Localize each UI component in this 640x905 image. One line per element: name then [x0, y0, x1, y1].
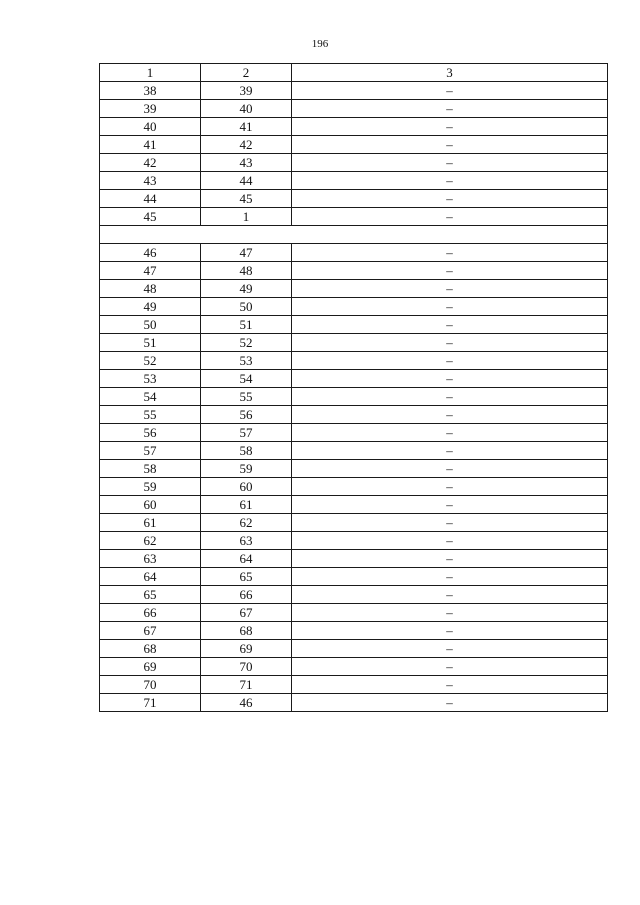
table-cell-col-1: 51 — [100, 334, 201, 352]
table-row — [100, 82, 608, 100]
table-row — [100, 352, 608, 370]
table-cell-col-2: 67 — [201, 604, 292, 622]
table-row — [100, 136, 608, 154]
table-row — [100, 532, 608, 550]
table-cell-col-1: 68 — [100, 640, 201, 658]
table-cell-col-1: 53 — [100, 370, 201, 388]
table-cell-col-1: 47 — [100, 262, 201, 280]
table-cell-col-3: – — [292, 424, 608, 442]
table-cell-col-1: 40 — [100, 118, 201, 136]
table-row — [100, 316, 608, 334]
table-cell-col-3: – — [292, 532, 608, 550]
table-cell-col-1: 66 — [100, 604, 201, 622]
table-cell-col-3: – — [292, 478, 608, 496]
table-row — [100, 388, 608, 406]
table-cell-col-1: 61 — [100, 514, 201, 532]
table-row — [100, 118, 608, 136]
table-cell-col-3: – — [292, 694, 608, 712]
table-cell-col-2: 43 — [201, 154, 292, 172]
table-cell-col-3: – — [292, 442, 608, 460]
table-row — [100, 172, 608, 190]
table-cell-col-3: – — [292, 172, 608, 190]
table-cell-col-1: 45 — [100, 208, 201, 226]
table-cell-col-2: 49 — [201, 280, 292, 298]
table-row — [100, 154, 608, 172]
table-row — [100, 550, 608, 568]
section-divider-row — [100, 226, 608, 244]
table-cell-col-3: – — [292, 640, 608, 658]
table-row — [100, 100, 608, 118]
table-row — [100, 694, 608, 712]
table-cell-col-1: 43 — [100, 172, 201, 190]
table-cell-col-1: 64 — [100, 568, 201, 586]
table-cell-col-2: 53 — [201, 352, 292, 370]
table-cell-col-3: – — [292, 244, 608, 262]
table-cell-col-3: – — [292, 82, 608, 100]
table-cell-col-3: – — [292, 352, 608, 370]
table-cell-col-2: 1 — [201, 208, 292, 226]
table-cell-col-3: – — [292, 316, 608, 334]
table-cell-col-3: – — [292, 604, 608, 622]
table-row — [100, 514, 608, 532]
table-cell-col-2: 45 — [201, 190, 292, 208]
table-row — [100, 676, 608, 694]
table-cell-col-3: – — [292, 136, 608, 154]
table-cell-col-2: 44 — [201, 172, 292, 190]
table-cell-col-1: 60 — [100, 496, 201, 514]
table-cell-col-1: 55 — [100, 406, 201, 424]
table-cell-col-2: 39 — [201, 82, 292, 100]
header-cell-1: 1 — [100, 64, 201, 82]
table-cell-col-1: 46 — [100, 244, 201, 262]
table-cell-col-2: 63 — [201, 532, 292, 550]
table-cell-col-1: 69 — [100, 658, 201, 676]
table-cell-col-3: – — [292, 118, 608, 136]
table-cell-col-2: 70 — [201, 658, 292, 676]
table-row — [100, 586, 608, 604]
table-cell-col-1: 42 — [100, 154, 201, 172]
table-cell-col-2: 51 — [201, 316, 292, 334]
table-row — [100, 640, 608, 658]
table-cell-col-2: 55 — [201, 388, 292, 406]
table-cell-col-3: – — [292, 190, 608, 208]
table-cell-col-3: – — [292, 568, 608, 586]
table-row — [100, 280, 608, 298]
table-cell-col-3: – — [292, 658, 608, 676]
table-row — [100, 262, 608, 280]
table-row — [100, 406, 608, 424]
table-row — [100, 370, 608, 388]
table-cell-col-1: 67 — [100, 622, 201, 640]
table-cell-col-2: 62 — [201, 514, 292, 532]
table-row — [100, 190, 608, 208]
table-row — [100, 424, 608, 442]
table-row — [100, 334, 608, 352]
table-cell-col-1: 63 — [100, 550, 201, 568]
table-cell-col-3: – — [292, 388, 608, 406]
table-cell-col-3: – — [292, 622, 608, 640]
table-cell-col-2: 57 — [201, 424, 292, 442]
table-cell-col-2: 60 — [201, 478, 292, 496]
table-cell-col-2: 56 — [201, 406, 292, 424]
table-cell-col-1: 54 — [100, 388, 201, 406]
table-row — [100, 442, 608, 460]
table-cell-col-1: 44 — [100, 190, 201, 208]
table-cell-col-3: – — [292, 154, 608, 172]
table-cell-col-1: 70 — [100, 676, 201, 694]
table-cell-col-2: 42 — [201, 136, 292, 154]
table-cell-col-2: 59 — [201, 460, 292, 478]
table-cell-col-3: – — [292, 280, 608, 298]
table-cell-col-3: – — [292, 460, 608, 478]
table-cell-col-2: 71 — [201, 676, 292, 694]
table-row — [100, 208, 608, 226]
table-row — [100, 460, 608, 478]
table-cell-col-3: – — [292, 550, 608, 568]
table-cell-col-3: – — [292, 370, 608, 388]
header-cell-3: 3 — [292, 64, 608, 82]
table-body — [100, 64, 608, 712]
table-cell-col-2: 40 — [201, 100, 292, 118]
table-row — [100, 478, 608, 496]
table-row — [100, 496, 608, 514]
table-cell-col-2: 58 — [201, 442, 292, 460]
table-cell-col-3: – — [292, 298, 608, 316]
table-cell-col-3: – — [292, 676, 608, 694]
table-cell-col-3: – — [292, 496, 608, 514]
table-cell-col-1: 49 — [100, 298, 201, 316]
section-divider-cell — [100, 226, 608, 244]
table-cell-col-1: 58 — [100, 460, 201, 478]
table-cell-col-3: – — [292, 208, 608, 226]
table-cell-col-1: 59 — [100, 478, 201, 496]
table-cell-col-2: 52 — [201, 334, 292, 352]
table-row — [100, 298, 608, 316]
table-row — [100, 568, 608, 586]
table-cell-col-2: 61 — [201, 496, 292, 514]
table-cell-col-2: 48 — [201, 262, 292, 280]
table-cell-col-2: 66 — [201, 586, 292, 604]
table-cell-col-2: 47 — [201, 244, 292, 262]
table-cell-col-1: 39 — [100, 100, 201, 118]
table-cell-col-2: 41 — [201, 118, 292, 136]
table-row — [100, 658, 608, 676]
table-cell-col-2: 64 — [201, 550, 292, 568]
table-cell-col-3: – — [292, 262, 608, 280]
table-cell-col-1: 41 — [100, 136, 201, 154]
page-number: 196 — [311, 38, 329, 50]
header-cell-2: 2 — [201, 64, 292, 82]
table-cell-col-1: 62 — [100, 532, 201, 550]
table-cell-col-2: 69 — [201, 640, 292, 658]
table-cell-col-1: 57 — [100, 442, 201, 460]
table-cell-col-2: 54 — [201, 370, 292, 388]
data-table — [99, 63, 608, 712]
table-cell-col-2: 50 — [201, 298, 292, 316]
table-cell-col-1: 56 — [100, 424, 201, 442]
table-cell-col-1: 65 — [100, 586, 201, 604]
table-cell-col-3: – — [292, 586, 608, 604]
table-cell-col-1: 38 — [100, 82, 201, 100]
table-row — [100, 244, 608, 262]
table-cell-col-3: – — [292, 100, 608, 118]
table-cell-col-1: 52 — [100, 352, 201, 370]
table-cell-col-2: 65 — [201, 568, 292, 586]
table-cell-col-2: 46 — [201, 694, 292, 712]
table-cell-col-2: 68 — [201, 622, 292, 640]
table-cell-col-1: 50 — [100, 316, 201, 334]
table-cell-col-1: 71 — [100, 694, 201, 712]
table-row — [100, 604, 608, 622]
table-cell-col-1: 48 — [100, 280, 201, 298]
table-row — [100, 622, 608, 640]
table-cell-col-3: – — [292, 334, 608, 352]
table-cell-col-3: – — [292, 406, 608, 424]
table-header-row — [100, 64, 608, 82]
table-cell-col-3: – — [292, 514, 608, 532]
